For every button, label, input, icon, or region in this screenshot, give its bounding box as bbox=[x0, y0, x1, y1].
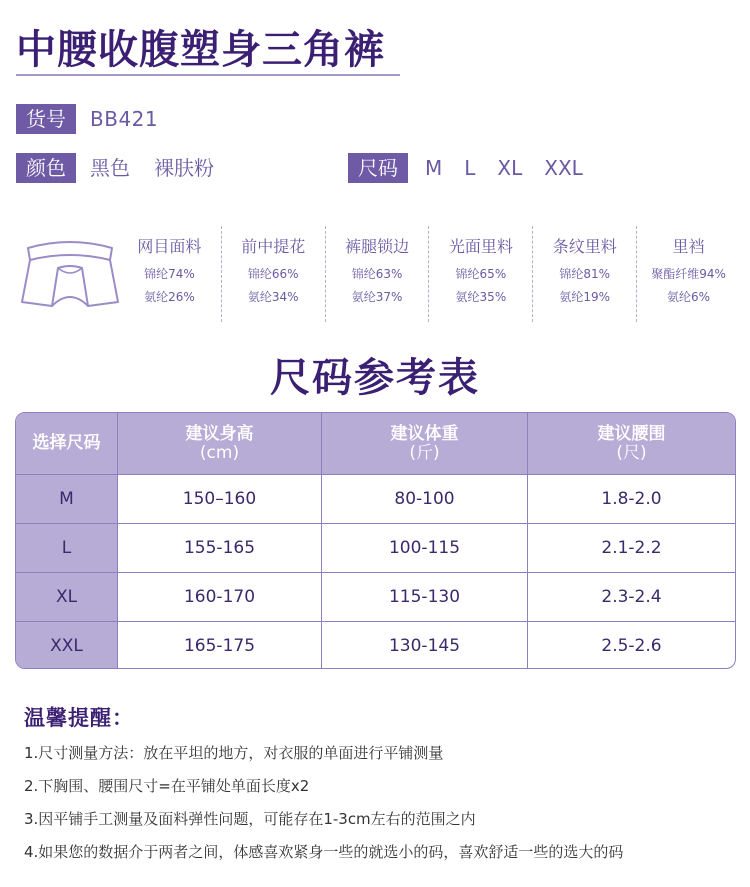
header-unit: (斤) bbox=[409, 442, 440, 463]
fabric-percent: 锦纶66% bbox=[247, 267, 299, 281]
weight-cell: 100-115 bbox=[322, 524, 528, 572]
tip-item: 4.如果您的数据介于两者之间，体感喜欢紧身一些的就选小的码，喜欢舒适一些的选大的码 bbox=[24, 843, 624, 861]
product-title: 中腰收腹塑身三角裤 bbox=[16, 27, 385, 73]
header-unit: (cm) bbox=[199, 442, 240, 463]
weight-cell: 80-100 bbox=[322, 475, 528, 523]
fabric-name: 网目面料 bbox=[137, 237, 202, 256]
fabric-composition bbox=[118, 226, 740, 322]
fabric-item bbox=[429, 226, 533, 322]
size-label: 尺码 bbox=[348, 153, 408, 183]
table-row bbox=[16, 474, 735, 523]
fabric-percent: 锦纶81% bbox=[559, 267, 611, 281]
fabric-name: 前中提花 bbox=[241, 237, 306, 256]
fabric-name: 光面里料 bbox=[448, 237, 513, 256]
tip-item: 3.因平铺手工测量及面料弹性问题，可能存在1-3cm左右的范围之内 bbox=[24, 810, 476, 828]
weight-cell: 115-130 bbox=[322, 573, 528, 621]
header-label: 选择尺码 bbox=[32, 433, 101, 453]
table-header-cell bbox=[118, 413, 322, 474]
waist-cell: 2.3-2.4 bbox=[601, 587, 662, 607]
fabric-name: 条纹里料 bbox=[552, 237, 617, 256]
size-option: L bbox=[464, 156, 476, 180]
size-cell: XXL bbox=[16, 622, 118, 669]
weight-cell: 130-145 bbox=[322, 622, 528, 669]
table-header-cell bbox=[16, 413, 118, 474]
size-chart-title: 尺码参考表 bbox=[270, 355, 480, 401]
sku-value: BB421 bbox=[90, 107, 159, 131]
height-cell: 155-165 bbox=[118, 524, 322, 572]
fabric-name: 里裆 bbox=[672, 237, 705, 256]
fabric-item bbox=[118, 226, 222, 322]
size-options bbox=[425, 153, 605, 183]
waist-cell: 1.8-2.0 bbox=[601, 489, 662, 509]
fabric-percent: 氨纶34% bbox=[247, 290, 299, 304]
color-option: 黑色 bbox=[90, 156, 130, 180]
height-cell: 150–160 bbox=[118, 475, 322, 523]
fabric-name: 裤腿锁边 bbox=[345, 237, 410, 256]
fabric-percent: 氨纶37% bbox=[351, 290, 403, 304]
fabric-item bbox=[637, 226, 740, 322]
size-cell: XL bbox=[16, 573, 118, 621]
fabric-percent: 聚酯纤维94% bbox=[651, 267, 726, 281]
fabric-percent: 氨纶26% bbox=[144, 290, 195, 304]
title-underline bbox=[16, 74, 400, 76]
header-label: 建议腰围 bbox=[597, 423, 666, 444]
header-unit: (尺) bbox=[616, 442, 647, 463]
tips-title: 温馨提醒： bbox=[24, 706, 134, 730]
tip-item: 1.尺寸测量方法：放在平坦的地方，对衣服的单面进行平铺测量 bbox=[24, 744, 444, 762]
fabric-percent: 氨纶35% bbox=[455, 290, 507, 304]
fabric-item bbox=[326, 226, 430, 322]
table-row bbox=[16, 572, 735, 621]
table-row bbox=[16, 621, 735, 669]
header-label: 建议身高 bbox=[185, 423, 254, 444]
height-cell: 165-175 bbox=[118, 622, 322, 669]
panty-outline-icon bbox=[18, 238, 122, 310]
size-option: XL bbox=[497, 156, 523, 180]
tip-item: 2.下胸围、腰围尺寸=在平铺处单面长度x2 bbox=[24, 777, 310, 795]
fabric-percent: 锦纶74% bbox=[144, 267, 195, 281]
color-option: 裸肤粉 bbox=[154, 156, 214, 180]
table-header-cell bbox=[528, 413, 735, 474]
table-header-cell bbox=[322, 413, 528, 474]
size-cell: L bbox=[16, 524, 118, 572]
fabric-percent: 氨纶19% bbox=[559, 290, 611, 304]
sku-label: 货号 bbox=[16, 104, 76, 134]
waist-cell: 2.5-2.6 bbox=[601, 636, 662, 656]
fabric-percent: 锦纶63% bbox=[351, 267, 403, 281]
size-cell: M bbox=[16, 475, 118, 523]
height-cell: 160-170 bbox=[118, 573, 322, 621]
fabric-item bbox=[222, 226, 326, 322]
size-chart-table bbox=[15, 412, 736, 669]
fabric-percent: 锦纶65% bbox=[455, 267, 507, 281]
table-header-row bbox=[16, 413, 735, 474]
fabric-percent: 氨纶6% bbox=[667, 290, 711, 304]
size-option: XXL bbox=[544, 156, 583, 180]
fabric-item bbox=[533, 226, 637, 322]
color-label: 颜色 bbox=[16, 153, 76, 183]
header-label: 建议体重 bbox=[390, 423, 459, 444]
waist-cell: 2.1-2.2 bbox=[601, 538, 662, 558]
table-row bbox=[16, 523, 735, 572]
size-option: M bbox=[425, 156, 443, 180]
